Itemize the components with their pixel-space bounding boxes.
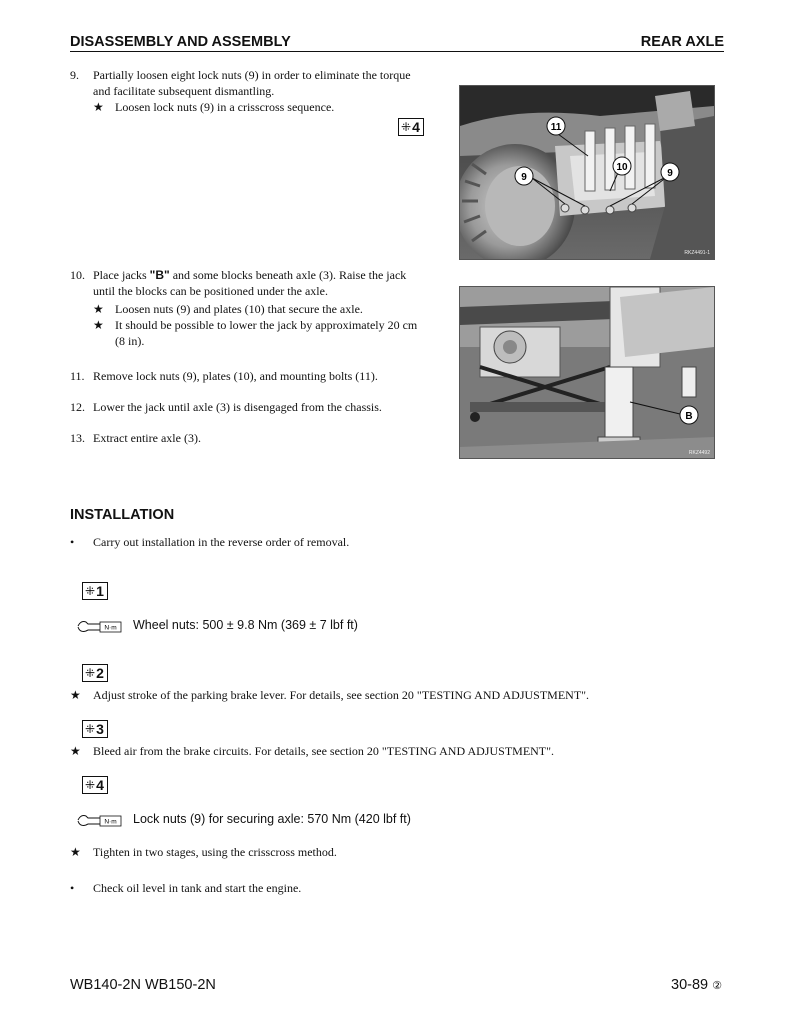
torque-spec-lock-nuts: Lock nuts (9) for securing axle: 570 Nm (420 lbf ft) [133,812,411,826]
note-text: Adjust stroke of the parking brake lever. For details, see section 20 "TESTING AND ADJUSTMENT". [93,688,590,702]
step-13 [70,430,450,446]
chapter-title: REAR AXLE [640,34,724,50]
reference-mark-3 [82,720,108,738]
mark-2-note [70,687,730,703]
installation-intro [70,534,710,550]
revision-badge: ② [712,980,722,992]
step-text: Extract entire axle (3). [93,431,201,445]
mark-number: 4 [412,119,420,135]
step-9 [70,67,450,115]
star-icon: ★ [70,845,81,859]
reference-mark-1 [82,582,108,600]
page-number [671,977,722,993]
mark-symbol-icon: ⁜ [85,584,96,598]
step-text-line: until the blocks can be positioned under the axle. [93,284,328,298]
step-text-line: and facilitate subsequent dismantling. [93,84,275,98]
star-icon: ★ [93,318,104,332]
note-text: It should be possible to lower the jack by approximately 20 cm [115,318,418,332]
mark-symbol-icon: ⁜ [85,722,96,736]
star-icon: ★ [93,302,104,316]
note-text: Tighten in two stages, using the crisscross method. [93,845,337,859]
star-icon: ★ [93,100,104,114]
reference-mark-4 [398,118,424,136]
step-11 [70,368,450,384]
model-footer: WB140-2N WB150-2N [70,977,216,993]
intro-text: Carry out installation in the reverse order of removal. [93,535,350,549]
final-text: Check oil level in tank and start the engine. [93,881,302,895]
photo-code: RKZ4491-1 [684,250,710,256]
note-text: (8 in). [115,334,145,348]
step-number: 10. [70,268,85,282]
mark-4-note [70,844,730,860]
torque-wrench-icon [76,811,122,829]
torque-spec-wheel-nuts: Wheel nuts: 500 ± 9.8 Nm (369 ± 7 lbf ft) [133,618,358,632]
bullet-icon: • [70,881,75,895]
step-text: Remove lock nuts (9), plates (10), and mounting bolts (11). [93,369,378,383]
mark-symbol-icon: ⁜ [401,120,412,134]
note-continued [93,333,450,349]
mark-number: 4 [96,777,104,793]
step-text-line: Partially loosen eight lock nuts (9) in order to eliminate the torque [93,68,411,82]
bullet-icon: • [70,535,75,549]
mark-number: 1 [96,583,104,599]
svg-text:N·m: N·m [104,818,117,826]
mark-number: 2 [96,665,104,681]
step-text: Lower the jack until axle (3) is disengaged from the chassis. [93,400,382,414]
page-number-text: 30-89 [671,977,709,993]
axle-photo-jack [459,286,715,459]
callout-9-right: 9 [667,168,673,179]
photo-code: RKZ4492 [688,450,710,456]
note [93,99,450,115]
step-10 [70,267,450,349]
svg-text:N·m: N·m [104,624,117,632]
step-number: 12. [70,400,85,414]
section-title: DISASSEMBLY AND ASSEMBLY [70,34,291,50]
step-number: 13. [70,431,85,445]
note-text: Loosen nuts (9) and plates (10) that secure the axle. [115,302,363,316]
note-text: Loosen lock nuts (9) in a crisscross sequence. [115,100,335,114]
mark-number: 3 [96,721,104,737]
note [93,301,450,317]
callout-9-left: 9 [521,172,527,183]
callout-10: 10 [616,162,628,173]
star-icon: ★ [70,744,81,758]
reference-mark-2 [82,664,108,682]
step-number: 11. [70,369,85,383]
callout-b: B [685,411,693,422]
final-instruction [70,880,730,896]
mark-symbol-icon: ⁜ [85,778,96,792]
star-icon: ★ [70,688,81,702]
installation-heading: INSTALLATION [70,507,175,523]
header-rule [70,51,724,52]
axle-photo-lock-nuts [459,85,715,260]
note-text: Bleed air from the brake circuits. For details, see section 20 "TESTING AND ADJUSTMENT". [93,744,555,758]
reference-mark-4-installation [82,776,108,794]
step-12 [70,399,450,415]
callout-11: 11 [550,122,562,133]
mark-symbol-icon: ⁜ [85,666,96,680]
note [93,317,450,333]
step-number: 9. [70,68,79,82]
torque-wrench-icon [76,617,122,635]
mark-3-note [70,743,730,759]
step-text-line: Place jacks "B" and some blocks beneath axle (3). Raise the jack [93,268,407,282]
